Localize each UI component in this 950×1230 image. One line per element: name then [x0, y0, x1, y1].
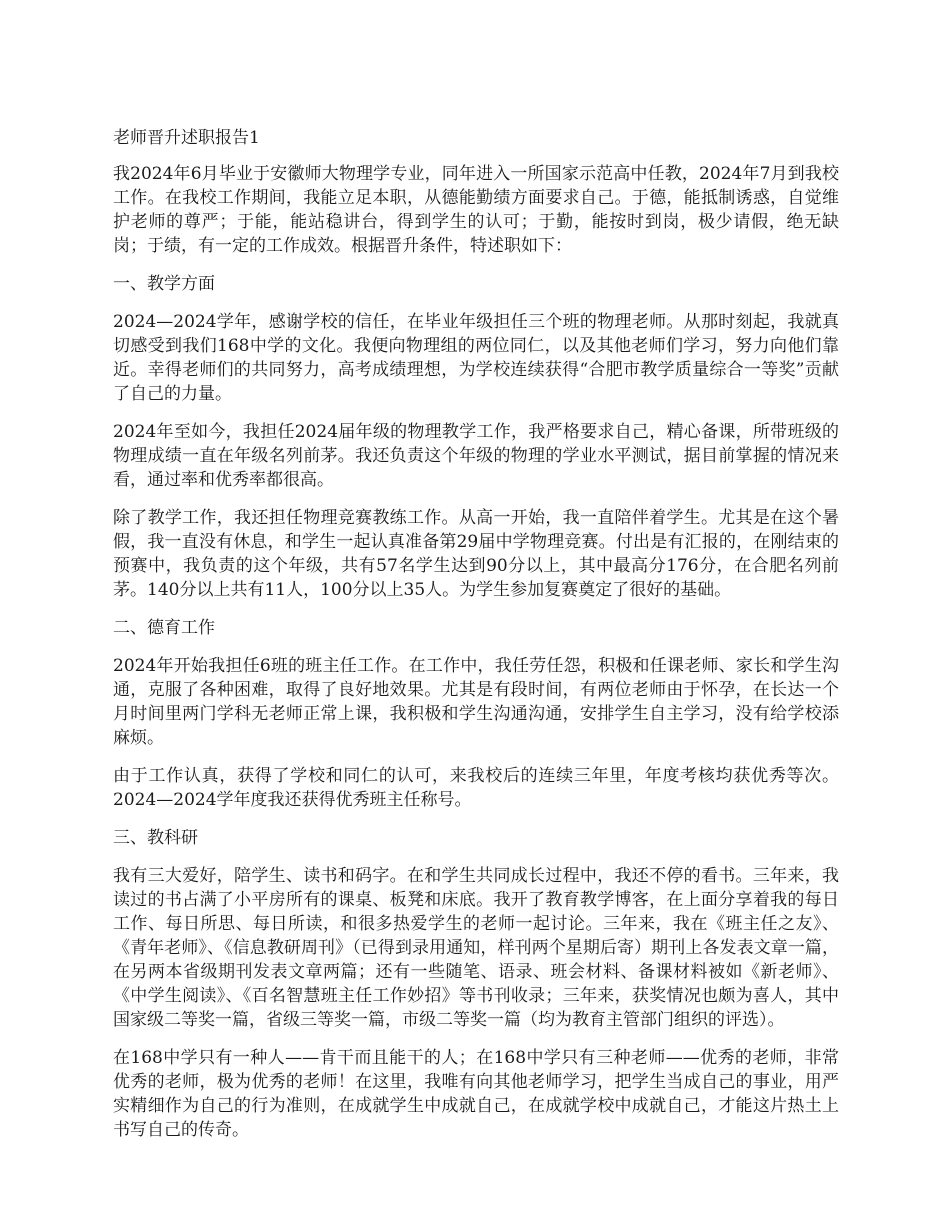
paragraph-closing: 在168中学只有一种人——肯干而且能干的人；在168中学只有三种老师——优秀的老师，非常优秀的老师，极为优秀的老师！在这里，我唯有向其他老师学习，把学生当成自己的事业，用严实精细作为自己的行为准则，在成就学生中成就自己，在成就学校中成就自己，才能这片热土上书写自己的传奇。	[113, 1048, 839, 1140]
section-heading-research: 三、教科研	[113, 828, 198, 848]
document-body	[113, 126, 839, 1156]
paragraph-teaching-1: 2024—2024学年，感谢学校的信任，在毕业年级担任三个班的物理老师。从那时刻起，我就真切感受到我们168中学的文化。我便向物理组的两位同仁，以及其他老师们学习，努力向他们靠近。幸得老师们的共同努力，高考成绩理想，为学校连续获得“合肥市教学质量综合一等奖”贡献了自己的力量。	[113, 312, 839, 404]
paragraph-moral-1: 2024年开始我担任6班的班主任工作。在工作中，我任劳任怨，积极和任课老师、家长和学生沟通，克服了各种困难，取得了良好地效果。尤其是有段时间，有两位老师由于怀孕，在长达一个月时间里两门学科无老师正常上课，我积极和学生沟通沟通，安排学生自主学习，没有给学校添麻烦。	[113, 656, 839, 748]
paragraph-research: 我有三大爱好，陪学生、读书和码字。在和学生共同成长过程中，我还不停的看书。三年来，我读过的书占满了小平房所有的课桌、板凳和床底。我开了教育教学博客，在上面分享着我的每日工作、每日所思、每日所读，和很多热爱学生的老师一起讨论。三年来，我在《班主任之友》、《青年老师》、《信息教研周刊》（已得到录用通知，样刊两个星期后寄）期刊上各发表文章一篇，在另两本省级期刊发表文章两篇；还有一些随笔、语录、班会材料、备课材料被如《新老师》、《中学生阅读》、《百名智慧班主任工作妙招》等书刊收录；三年来，获奖情况也颇为喜人，其中国家级二等奖一篇，省级三等奖一篇，市级二等奖一篇（均为教育主管部门组织的评选）。	[113, 866, 839, 1030]
paragraph-teaching-3: 除了教学工作，我还担任物理竞赛教练工作。从高一开始，我一直陪伴着学生。尤其是在这个暑假，我一直没有休息，和学生一起认真准备第29届中学物理竞赛。付出是有汇报的，在刚结束的预赛中，我负责的这个年级，共有57名学生达到90分以上，其中最高分176分，在合肥名列前茅。140分以上共有11人，100分以上35人。为学生参加复赛奠定了很好的基础。	[113, 508, 839, 600]
section-heading-moral-education: 二、德育工作	[113, 618, 215, 638]
section-heading-teaching: 一、教学方面	[113, 274, 215, 294]
paragraph-moral-2: 由于工作认真，获得了学校和同仁的认可，来我校后的连续三年里，年度考核均获优秀等次。2024—2024学年度我还获得优秀班主任称号。	[113, 766, 839, 810]
document-title: 老师晋升述职报告1	[113, 128, 260, 148]
paragraph-teaching-2: 2024年至如今，我担任2024届年级的物理教学工作，我严格要求自己，精心备课，所带班级的物理成绩一直在年级名列前茅。我还负责这个年级的物理的学业水平测试，据目前掌握的情况来看，通过率和优秀率都很高。	[113, 422, 839, 490]
paragraph-intro: 我2024年6月毕业于安徽师大物理学专业，同年进入一所国家示范高中任教，2024年7月到我校工作。在我校工作期间，我能立足本职，从德能勤绩方面要求自己。于德，能抵制诱惑，自觉维护老师的尊严；于能，能站稳讲台，得到学生的认可；于勤，能按时到岗，极少请假，绝无缺岗；于绩，有一定的工作成效。根据晋升条件，特述职如下：	[113, 164, 839, 256]
